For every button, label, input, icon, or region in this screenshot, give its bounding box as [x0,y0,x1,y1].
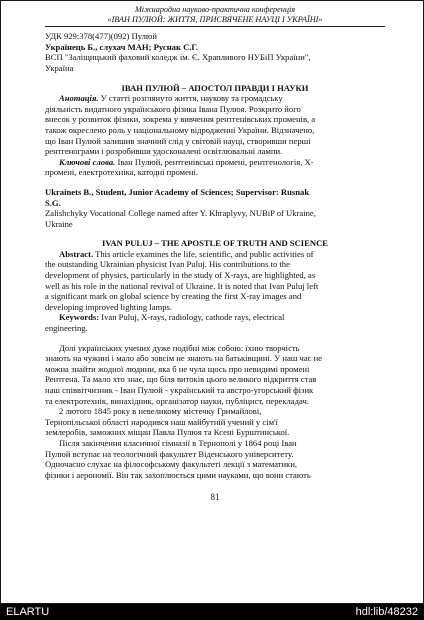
abstract-line: developing improved lighting lamps. [45,301,172,312]
affiliation-en-1: Zalishchyky Vocational College named after Y. Khraplyvy, NUBiP of Ukraine, [45,208,316,219]
annotation-line: Анотація. У статті розглянуто життя, наукову та громадську [59,93,283,104]
abstract-label: Abstract. [59,248,94,259]
page-number: 81 [210,492,220,503]
affiliation-ua-1: ВСП "Заліщицький фаховий коледж ім. Є. Храпливого НУБіП України", [45,52,311,63]
title-ua: ІВАН ПУЛЮЙ – АПОСТОЛ ПРАВДИ І НАУКИ [121,82,309,93]
body-line: наш співвітчизник - Іван Пулюй - український та австро-угорський фізик [45,385,314,395]
annotation-label: Анотація. [59,93,99,104]
body-line: землеробів, заможних міщан Павла Пулюя та Ксені Бурштинської. [45,427,290,438]
header-rule [45,26,385,27]
page-content [45,5,385,502]
keywords-ua-line: промені, електротехніка, катодні промені. [45,167,199,178]
body-line: можна знайти жодної людини, яка б не чула щось про невидимі промені [45,363,310,374]
udk-code: УДК 929:378(477)(092) Пулюй [45,31,157,42]
footer-bar [0,604,424,620]
keywords-ua-line: Ключові слова. Іван Пулюй, рентгенівські промені, рентгенологія, Х- [59,156,314,167]
keywords-en-line: Keywords: Ivan Puluj, X-rays, radiology, cathode rays, electrical [59,312,285,323]
keywords-en-line: engineering. [45,323,88,334]
abstract-line: the outstanding Ukrainian physicist Ivan Puluj. His contributions to the [45,259,290,270]
running-header [45,5,385,24]
title-en: IVAN PULUJ – THE APOSTLE OF TRUTH AND SCIENCE [101,238,329,249]
annotation-line: також окреслено роль у національному відродженні України. Відзначено, [45,124,315,135]
authors-en-1: Ukrainets B., Student, Junior Academy of Sciences; Supervisor: Rusnak [45,186,310,197]
body-line: фізики і аерономії. Він так захоплюється цими науками, що вони стають [45,469,311,480]
body-line: 2 лютого 1845 року в невеликому містечку Гримайлові, [59,406,262,417]
annotation-line: внесок у розвиток фізики, зокрема у вивчення рентгенівських променів, а [45,114,316,125]
abstract-line: well as his role in the national revival of Ukraine. It is noted that Ivan Puluj left [45,280,319,291]
annotation-line: діяльність видатного українського фізика Івана Пулюя. Розкрито його [45,103,301,114]
body-line: та електротехнік, винахідник, організатор науки, публіцист, перекладач. [45,395,309,406]
keywords-ua-label: Ключові слова. [59,156,116,167]
affiliation-en-2: Ukraine [45,218,73,229]
body-line: Тернопільської області народився наш майбутній учений у сім'ї [45,416,278,427]
abstract-line: a significant mark on global science by creating the first X-ray images and [45,291,302,302]
footer-repository-label: ELARTU [6,606,50,618]
header-line-1: Міжнародна науково-практична конференція [134,5,296,14]
authors-ua: Українець Б., слухач МАН; Руснак С.Г. [45,41,199,52]
affiliation-ua-2: Україна [45,62,74,73]
header-line-2: «ІВАН ПУЛЮЙ: ЖИТТЯ, ПРИСВЯЧЕНЕ НАУЦІ І УКРАЇНІ» [107,14,323,24]
body-line: Після закінчення класичної гімназії в Тернополі у 1864 році Іван [59,437,297,448]
body-line: знають на чужині і мало або зовсім не знають на батьківщині. У наш час не [45,353,323,364]
body-line: Одночасно слухає на філософському факультеті лекції з математики, [45,459,298,470]
authors-en-2: S.G. [45,197,61,208]
keywords-en-label: Keywords: [59,312,100,323]
footer-handle-label: hdl:lib/48232 [355,606,418,618]
annotation-line: що Іван Пулюй залишив значний слід у світовій науці, створивши перші [45,135,311,146]
body-line: Пулюй вступає на теологічний факультет Віденського університету. [45,448,294,459]
body-line: Рентгена. Та мало хто знає, що біля витоків цього великого відкриття став [45,374,317,385]
abstract-line: development of physics, particularly in the study of X-rays, are highlighted, as [45,270,316,281]
abstract-line: Abstract. This article examines the life, scientific, and public activities of [59,248,314,259]
body-line: Долі українських учених дуже подібні між собою: їхню творчість [59,342,300,353]
annotation-line: рентгенограми і розробивши удосконалені освітлювальні лампи. [45,146,283,157]
